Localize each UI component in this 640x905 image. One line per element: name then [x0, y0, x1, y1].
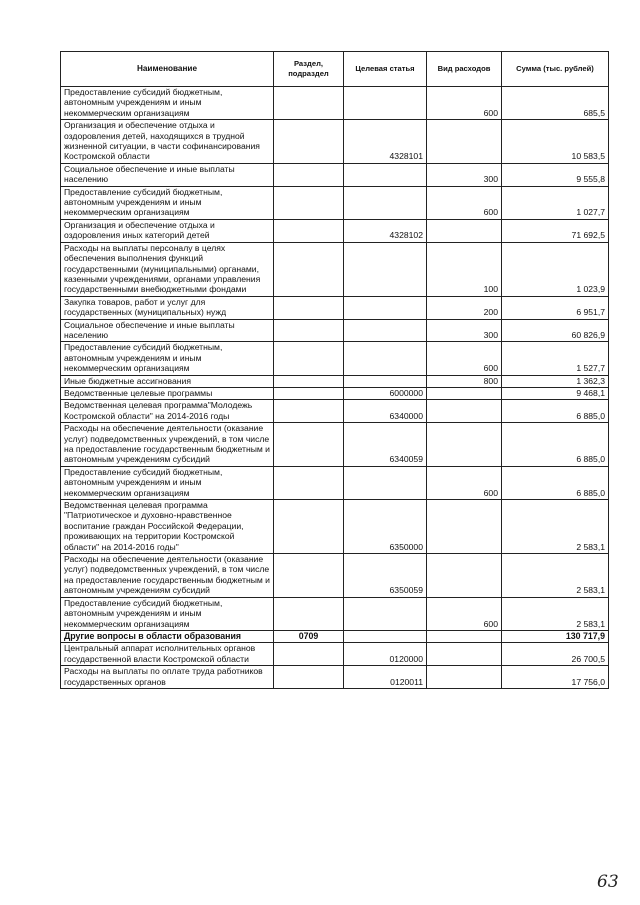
cell-target: [344, 375, 427, 387]
table-row: [61, 423, 609, 467]
cell-section: [274, 597, 344, 630]
cell-target: [344, 242, 427, 296]
cell-sum: 685,5: [502, 87, 609, 120]
table-row: [61, 666, 609, 689]
cell-target: [344, 630, 427, 642]
cell-section: [274, 554, 344, 598]
cell-target: 0120000: [344, 643, 427, 666]
cell-sum: 1 527,7: [502, 342, 609, 375]
cell-section: [274, 342, 344, 375]
cell-name: Расходы на обеспечение деятельности (оказание услуг) подведомственных учреждений, в том числе на предоставление государственным бюджетным и автономным учреждениям субсидий: [61, 554, 274, 598]
cell-name: Социальное обеспечение и иные выплаты населению: [61, 163, 274, 186]
cell-name: Ведомственная целевая программа"Молодежь Костромской области" на 2014-2016 годы: [61, 400, 274, 423]
page-number: 63: [597, 872, 619, 892]
header-kind: Вид расходов: [427, 52, 502, 87]
table-row: [61, 163, 609, 186]
cell-name: Другие вопросы в области образования: [61, 630, 274, 642]
table-row: [61, 296, 609, 319]
cell-name: Предоставление субсидий бюджетным, автономным учреждениям и иным некоммерческим организациям: [61, 466, 274, 499]
cell-kind: [427, 643, 502, 666]
cell-name: Организация и обеспечение отдыха и оздоровления иных категорий детей: [61, 219, 274, 242]
cell-kind: 600: [427, 87, 502, 120]
cell-section: [274, 387, 344, 399]
cell-name: Центральный аппарат исполнительных органов государственной власти Костромской области: [61, 643, 274, 666]
cell-kind: [427, 554, 502, 598]
budget-table: [60, 51, 609, 689]
cell-target: 4328101: [344, 120, 427, 164]
cell-section: [274, 186, 344, 219]
cell-kind: [427, 500, 502, 554]
cell-kind: 600: [427, 466, 502, 499]
cell-kind: 100: [427, 242, 502, 296]
cell-sum: 2 583,1: [502, 500, 609, 554]
cell-target: 6340000: [344, 400, 427, 423]
cell-section: [274, 296, 344, 319]
table-row: [61, 242, 609, 296]
cell-target: 6350000: [344, 500, 427, 554]
cell-target: 6000000: [344, 387, 427, 399]
cell-target: [344, 296, 427, 319]
cell-kind: 200: [427, 296, 502, 319]
table-row: [61, 87, 609, 120]
cell-target: [344, 186, 427, 219]
cell-sum: 60 826,9: [502, 319, 609, 342]
cell-section: [274, 319, 344, 342]
cell-kind: [427, 400, 502, 423]
cell-name: Расходы на обеспечение деятельности (оказание услуг) подведомственных учреждений, в том числе на предоставление государственным бюджетным и автономным учреждениям субсидий: [61, 423, 274, 467]
cell-sum: 1 023,9: [502, 242, 609, 296]
header-section: Раздел, подраздел: [274, 52, 344, 87]
cell-kind: 600: [427, 597, 502, 630]
cell-name: Закупка товаров, работ и услуг для государственных (муниципальных) нужд: [61, 296, 274, 319]
cell-target: [344, 466, 427, 499]
cell-sum: 1 362,3: [502, 375, 609, 387]
cell-section: [274, 242, 344, 296]
cell-target: [344, 319, 427, 342]
cell-section: [274, 643, 344, 666]
table-row: [61, 597, 609, 630]
cell-sum: 6 885,0: [502, 466, 609, 499]
table-row: [61, 120, 609, 164]
cell-section: [274, 219, 344, 242]
cell-kind: [427, 423, 502, 467]
table-row: [61, 643, 609, 666]
header-sum: Сумма (тыс. рублей): [502, 52, 609, 87]
cell-sum: 1 027,7: [502, 186, 609, 219]
cell-kind: 600: [427, 186, 502, 219]
table-row: [61, 466, 609, 499]
cell-name: Предоставление субсидий бюджетным, автономным учреждениям и иным некоммерческим организациям: [61, 342, 274, 375]
cell-kind: 300: [427, 163, 502, 186]
cell-kind: 300: [427, 319, 502, 342]
cell-target: [344, 342, 427, 375]
cell-sum: 9 555,8: [502, 163, 609, 186]
cell-target: [344, 87, 427, 120]
cell-section: [274, 666, 344, 689]
cell-section: [274, 120, 344, 164]
cell-sum: 6 885,0: [502, 423, 609, 467]
cell-name: Расходы на выплаты персоналу в целях обеспечения выполнения функций государственными (муниципальными) органами, казенными учреждениями, органами управления государственными внебюджетными фондами: [61, 242, 274, 296]
table-row: [61, 387, 609, 399]
cell-sum: 71 692,5: [502, 219, 609, 242]
cell-target: 4328102: [344, 219, 427, 242]
cell-target: 6350059: [344, 554, 427, 598]
cell-sum: 6 951,7: [502, 296, 609, 319]
cell-section: [274, 87, 344, 120]
cell-section: [274, 500, 344, 554]
cell-section: 0709: [274, 630, 344, 642]
cell-kind: 800: [427, 375, 502, 387]
cell-name: Ведомственная целевая программа "Патриотическое и духовно-нравственное воспитание граждан Российской Федерации, проживающих на территории Костромской области" на 2014-2016 годы": [61, 500, 274, 554]
cell-target: 6340059: [344, 423, 427, 467]
header-name: Наименование: [61, 52, 274, 87]
cell-kind: [427, 630, 502, 642]
cell-name: Организация и обеспечение отдыха и оздоровления детей, находящихся в трудной жизненной ситуации, в части софинансирования Костромской области: [61, 120, 274, 164]
cell-name: Расходы на выплаты по оплате труда работников государственных органов: [61, 666, 274, 689]
cell-sum: 6 885,0: [502, 400, 609, 423]
cell-name: Предоставление субсидий бюджетным, автономным учреждениям и иным некоммерческим организациям: [61, 597, 274, 630]
cell-kind: 600: [427, 342, 502, 375]
table-row: [61, 186, 609, 219]
cell-sum: 130 717,9: [502, 630, 609, 642]
cell-name: Социальное обеспечение и иные выплаты населению: [61, 319, 274, 342]
cell-kind: [427, 387, 502, 399]
table-row: [61, 630, 609, 642]
table-body: [61, 87, 609, 689]
cell-sum: 2 583,1: [502, 597, 609, 630]
cell-target: [344, 163, 427, 186]
cell-sum: 17 756,0: [502, 666, 609, 689]
table-row: [61, 319, 609, 342]
cell-target: [344, 597, 427, 630]
cell-kind: [427, 219, 502, 242]
table-row: [61, 500, 609, 554]
cell-section: [274, 375, 344, 387]
cell-name: Предоставление субсидий бюджетным, автономным учреждениям и иным некоммерческим организациям: [61, 186, 274, 219]
cell-kind: [427, 666, 502, 689]
cell-section: [274, 400, 344, 423]
cell-target: 0120011: [344, 666, 427, 689]
cell-sum: 26 700,5: [502, 643, 609, 666]
table-row: [61, 219, 609, 242]
cell-section: [274, 163, 344, 186]
cell-name: Иные бюджетные ассигнования: [61, 375, 274, 387]
table-row: [61, 342, 609, 375]
cell-name: Предоставление субсидий бюджетным, автономным учреждениям и иным некоммерческим организациям: [61, 87, 274, 120]
header-target: Целевая статья: [344, 52, 427, 87]
cell-section: [274, 423, 344, 467]
table-row: [61, 554, 609, 598]
cell-section: [274, 466, 344, 499]
table-row: [61, 375, 609, 387]
cell-sum: 2 583,1: [502, 554, 609, 598]
table-row: [61, 400, 609, 423]
cell-kind: [427, 120, 502, 164]
table-header-row: [61, 52, 609, 87]
cell-sum: 10 583,5: [502, 120, 609, 164]
cell-name: Ведомственные целевые программы: [61, 387, 274, 399]
cell-sum: 9 468,1: [502, 387, 609, 399]
